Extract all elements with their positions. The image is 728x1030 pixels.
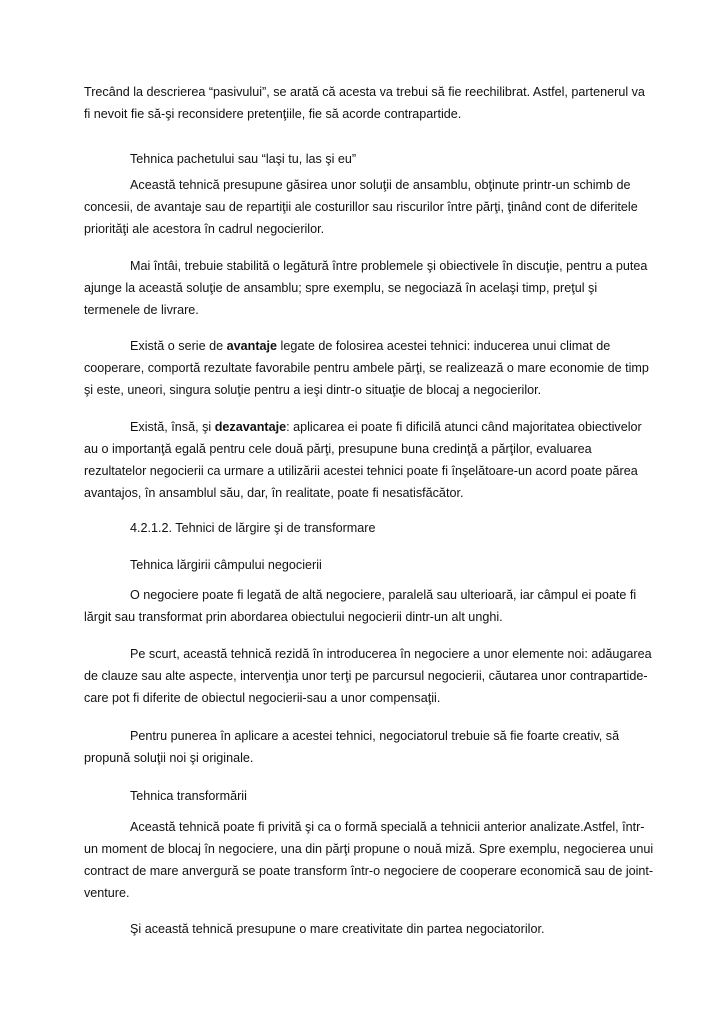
- text-line: un moment de blocaj în negociere, una din părţi propune o nouă miză. Spre exemplu, negocierea unui: [84, 842, 654, 856]
- text-line: priorităţi ale acestora în cadrul negocierilor.: [84, 222, 325, 236]
- text-line: Şi această tehnică presupune o mare creativitate din partea negociatorilor.: [130, 922, 545, 936]
- text-line: au o importanţă egală pentru cele două părţi, presupune buna credinţă a părţilor, evaluarea: [84, 442, 592, 456]
- text-line: şi este, uneori, singura soluţie pentru a ieşi dintr-o situaţie de blocaj a negocierilor.: [84, 383, 542, 397]
- text-run: legate de folosirea acestei tehnici: inducerea unui climat de: [277, 339, 611, 353]
- text-line: contract de mare anvergură se poate transform într-o negociere de cooperare economică sau de joint-: [84, 864, 654, 878]
- text-line: O negociere poate fi legată de altă negociere, paralelă sau ulterioară, iar câmpul ei poate fi: [130, 588, 637, 602]
- text-run: Există o serie de: [130, 339, 227, 353]
- text-run: : aplicarea ei poate fi dificilă atunci când majoritatea obiectivelor: [286, 420, 642, 434]
- bold-term-avantaje: avantaje: [226, 339, 278, 353]
- text-line: Mai întâi, trebuie stabilită o legătură între problemele şi obiectivele în discuţie, pentru a putea: [130, 259, 648, 273]
- text-line: Pentru punerea în aplicare a acestei tehnici, negociatorul trebuie să fie foarte creativ, să: [130, 729, 620, 743]
- text-line: rezultatelor negocierii ca urmare a utilizării acestei tehnici poate fi înşelătoare-un acord poate părea: [84, 464, 638, 478]
- text-line: ajunge la această soluţie de ansamblu; spre exemplu, se negociază în acelaşi timp, preţul şi: [84, 281, 598, 295]
- bold-term-dezavantaje: dezavantaje: [214, 420, 287, 434]
- text-line: Trecând la descrierea “pasivului”, se arată că acesta va trebui să fie reechilibrat. Astfel, partenerul va: [84, 85, 645, 99]
- text-line: [130, 338, 610, 354]
- text-run: Există, însă, şi: [130, 420, 215, 434]
- text-line: Această tehnică poate fi privită şi ca o formă specială a tehnicii anterior analizate.Astfel, într-: [130, 820, 645, 834]
- section-heading: Tehnica pachetului sau “laşi tu, las şi eu”: [130, 152, 357, 166]
- section-heading: Tehnica lărgirii câmpului negocierii: [130, 558, 322, 572]
- text-line: lărgit sau transformat prin abordarea obiectului negocierii dintr-un alt unghi.: [84, 610, 503, 624]
- text-line: de clauze sau alte aspecte, intervenţia unor terţi pe parcursul negocierii, căutarea unor contrapartide-: [84, 669, 648, 683]
- text-line: cooperare, comportă rezultate favorabile pentru ambele părţi, se realizează o mare economie de timp: [84, 361, 649, 375]
- section-heading: 4.2.1.2. Tehnici de lărgire şi de transformare: [130, 521, 376, 535]
- text-line: fi nevoit fie să-şi reconsidere pretenţiile, fie să acorde contrapartide.: [84, 107, 462, 121]
- text-line: [130, 419, 642, 435]
- text-line: Pe scurt, această tehnică rezidă în introducerea în negociere a unor elemente noi: adăugarea: [130, 647, 652, 661]
- text-line: venture.: [84, 886, 130, 900]
- text-line: termenele de livrare.: [84, 303, 199, 317]
- text-line: care pot fi diferite de obiectul negocierii-sau a unor compensaţii.: [84, 691, 441, 705]
- text-line: concesii, de avantaje sau de repartiţii ale costurillor sau riscurilor între părţi, ţinând cont de diferitele: [84, 200, 638, 214]
- section-heading: Tehnica transformării: [130, 789, 247, 803]
- text-line: propună soluţii noi şi originale.: [84, 751, 254, 765]
- text-line: Această tehnică presupune găsirea unor soluţii de ansamblu, obţinute printr-un schimb de: [130, 178, 631, 192]
- text-line: avantajos, în ansamblul său, dar, în realitate, poate fi nesatisfăcător.: [84, 486, 464, 500]
